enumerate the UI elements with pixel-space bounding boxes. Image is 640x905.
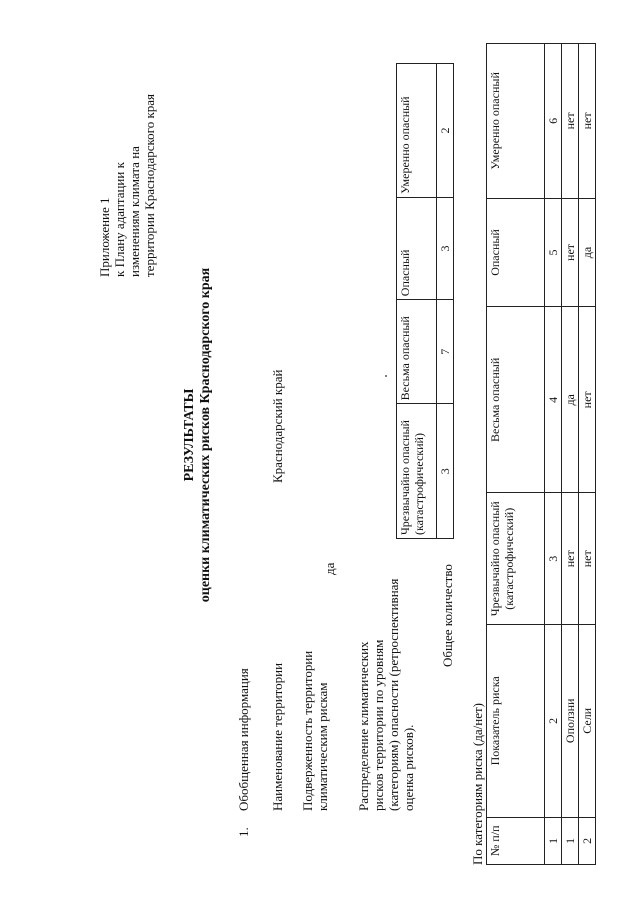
appendix-line: к Плану адаптации к xyxy=(112,162,127,277)
table-cell: 6 xyxy=(545,44,562,199)
total-count-label: Общее количество xyxy=(440,564,455,667)
table-cell: нет xyxy=(562,198,579,306)
risk-category-table xyxy=(486,43,596,865)
table-cell: 1 xyxy=(562,817,579,864)
table-header-cell: Весьма опасный xyxy=(487,307,545,493)
appendix-block xyxy=(97,94,157,277)
table-cell: нет xyxy=(579,307,596,493)
section-heading: Обобщенная информация xyxy=(236,668,251,811)
distribution-line: Распределение климатических xyxy=(356,641,371,811)
table-cell: 2 xyxy=(437,64,454,198)
table-cell: нет xyxy=(562,493,579,625)
title-subtitle: оценки климатических рисков Краснодарского края xyxy=(198,267,213,603)
table-cell: 2 xyxy=(579,817,596,864)
table-cell: нет xyxy=(579,44,596,199)
table-cell: 2 xyxy=(545,625,562,818)
table-row xyxy=(579,44,596,865)
exposure-label-line: климатическим рискам xyxy=(315,682,330,811)
table-header-cell: Показатель риска xyxy=(487,625,545,818)
scan-speck xyxy=(385,375,387,377)
table-cell: 4 xyxy=(545,307,562,493)
appendix-line: Приложение 1 xyxy=(97,197,112,277)
table-cell: 1 xyxy=(545,817,562,864)
table-header-cell: Опасный xyxy=(487,198,545,306)
category-caption: По категориям риска (да/нет) xyxy=(470,703,485,865)
table-cell: 5 xyxy=(545,198,562,306)
table-header-cell: Опасный xyxy=(397,197,437,299)
table-row xyxy=(545,44,562,865)
table-row xyxy=(437,64,454,539)
distribution-line: оценка рисков). xyxy=(401,724,416,811)
table-cell: да xyxy=(579,198,596,306)
appendix-line: изменениям климата на xyxy=(127,146,142,277)
table-cell: 3 xyxy=(545,493,562,625)
territory-label: Наименование территории xyxy=(270,662,285,811)
exposure-label xyxy=(300,651,330,811)
table-header-cell: Весьма опасный xyxy=(397,300,437,404)
table-header-cell: Чрезвычайно опасный (катастрофический) xyxy=(487,493,545,625)
exposure-value: да xyxy=(322,562,337,575)
exposure-label-line: Подверженность территории xyxy=(300,650,315,811)
table-row xyxy=(562,44,579,865)
table-cell: Оползни xyxy=(562,625,579,818)
document-title xyxy=(182,205,214,665)
distribution-line: (категориям) опасности (ретроспективная xyxy=(386,578,401,811)
territory-value: Краснодарский край xyxy=(270,369,285,483)
summary-risk-table xyxy=(396,63,454,539)
table-header-cell: Умеренно опасный xyxy=(397,64,437,198)
table-cell: да xyxy=(562,307,579,493)
section-number: 1. xyxy=(236,827,251,837)
table-header-cell: Чрезвычайно опасный (катастрофический) xyxy=(397,404,437,539)
table-header-cell: Умеренно опасный xyxy=(487,44,545,199)
table-cell: Сели xyxy=(579,625,596,818)
table-cell: нет xyxy=(579,493,596,625)
title-main: РЕЗУЛЬТАТЫ xyxy=(182,388,197,482)
table-row xyxy=(397,64,437,539)
table-cell: нет xyxy=(562,44,579,199)
distribution-line: рисков территории по уровням xyxy=(371,639,386,811)
appendix-line: территории Краснодарского края xyxy=(142,93,157,277)
distribution-label xyxy=(356,579,416,811)
table-cell: 3 xyxy=(437,197,454,299)
table-row xyxy=(487,44,545,865)
table-cell: 3 xyxy=(437,404,454,539)
table-header-cell: № п/п xyxy=(487,817,545,864)
table-cell: 7 xyxy=(437,300,454,404)
